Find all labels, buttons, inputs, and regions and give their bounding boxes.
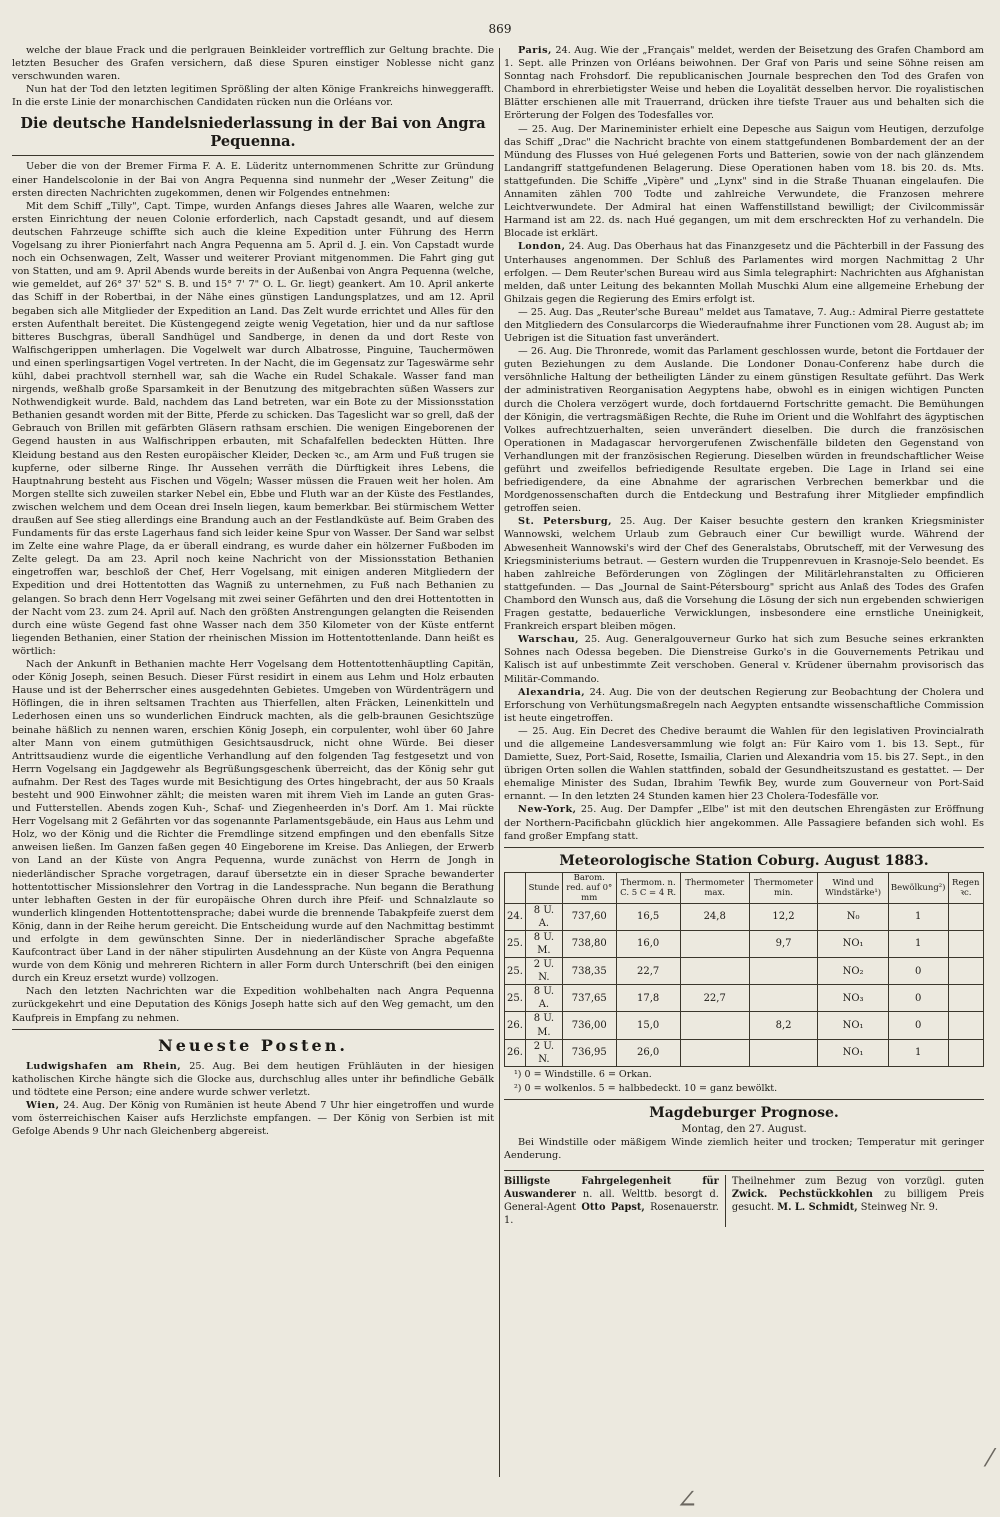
emigrant-ad-heading: Billigste Fahrgelegenheit für Auswanderer [504,1176,719,1201]
news-list-left [12,1060,494,1139]
table-cell: 22,7 [680,985,749,1012]
left-top-paragraphs [12,44,494,109]
weather-table-body [505,903,984,1066]
news-item [504,803,984,842]
table-cell: 8 U. M. [525,930,562,957]
news-city: Paris, [518,45,552,56]
coal-ad-body2: zu billigem Preis gesucht. [731,1189,984,1214]
table-cell: 22,7 [616,958,680,985]
news-text: — 25. Aug. Der Marineminister erhielt eine Depesche aus Saigun vom Heutigen, derzufolge das Schiff „Drac" die Nachricht brachte von einem stattgefundenen Bombardement der an der Mündung des Flusses von Hué gelegenen Forts und Batterien, sowie von der nach glänzendem Landangriff stattgefundenen Belagerung. Diese Operationen haben vom 18. bis 20. ds. Mts. stattgefunden. Die Schiffe „Vipère" und „Lynx" sind in die Straße Thuanan eingelaufen. Die Annamiten zählen 700 Todte und zahlreiche Verwundete, die Franzosen mehrere Leichtverwundete. Der Admiral hat einen Waffenstillstand bewilligt; der Civilcommissär Harmand ist am 22. ds. nach Hué gegangen, um mit dem erschreckten Hof zu verhandeln. Die Blocade ist erklärt. [504,123,984,240]
table-cell [749,1039,818,1066]
table-cell: N₀ [818,903,888,930]
forecast-text: Bei Windstille oder mäßigem Winde ziemlich heiter und trocken; Temperatur mit geringer Aenderung. [504,1136,984,1161]
news-city: Ludwigshafen am Rhein, [26,1060,182,1072]
news-item [504,515,984,633]
table-cell [948,985,984,1012]
table-cell [680,958,749,985]
weather-table-header [505,872,984,903]
table-cell [948,903,984,930]
table-cell [680,1039,749,1066]
table-cell: 2 U. N. [525,1039,562,1066]
table-cell: 8 U. A. [525,985,562,1012]
table-cell: 738,35 [562,958,616,985]
right-column [504,44,984,1477]
weather-column-header: Thermometer min. [749,872,818,903]
table-cell: 26,0 [616,1039,680,1066]
news-item [12,1060,494,1099]
news-item [504,240,984,305]
news-text: 25. Aug. Bei dem heutigen Frühläuten in der hiesigen katholischen Kirche hängte sich die Glocke aus, durchschlug alles unter ihr befindliche Gebälk und tödtete eine Person; eine andere wurde schwer verletzt. [12,1060,494,1098]
weather-column-header: Wind und Windstärke¹) [818,872,888,903]
table-cell: 17,8 [616,985,680,1012]
table-cell: 737,65 [562,985,616,1012]
forecast-date: Montag, den 27. August. [681,1123,807,1135]
emigrant-ad-name: Otto Papst, [581,1202,645,1214]
news-item [504,306,984,345]
met-station-title: Meteorologische Station Coburg. August 1883. [559,852,929,869]
paragraph: welche der blaue Frack und die perlgrauen Beinkleider vortrefflich zur Geltung brachte. Die letzten Besucher des Grafen versichern, daß diese Spuren einstiger Noblesse nicht ganz verschwunden waren. [12,45,494,83]
table-cell: 1 [888,930,948,957]
forecast-title: Magdeburger Prognose. [649,1104,839,1121]
news-text: 24. Aug. Die von der deutschen Regierung zur Beobachtung der Cholera und Erforschung von Verhütungsmaßregeln nach Aegypten entsandte wissenschaftliche Commission ist heute eingetroffen. [504,686,984,724]
news-city: Warschau, [518,634,580,646]
table-cell: 16,5 [616,903,680,930]
coal-ad-product: Zwick. Pechstückkohlen [731,1189,873,1201]
table-cell [948,930,984,957]
weather-column-header: Thermometer max. [680,872,749,903]
weather-table [504,872,984,1067]
table-cell: 26. [505,1012,526,1039]
news-text: 25. Aug. Generalgouverneur Gurko hat sich zum Besuche seines erkrankten Sohnes nach Odessa begeben. Die Dienstreise Gurko's in die Gouvernements Petrikau und Kalisch ist auf unbestimmte Zeit verschoben. General v. Krüdener übernahm provisorisch das Militär-Commando. [504,634,984,685]
coal-ad-name: M. L. Schmidt, [777,1202,858,1214]
weather-column-header: Thermom. n. C. 5 C = 4 R. [616,872,680,903]
news-text: 25. Aug. Der Dampfer „Elbe" ist mit den deutschen Ehrengästen zur Eröffnung der Northern-Pacificbahn glücklich hier angekommen. Alle Passagiere befanden sich wohl. Es fand großer Empfang statt. [504,804,984,842]
table-cell: 737,60 [562,903,616,930]
table-cell [749,985,818,1012]
cloud-footnote: ²) 0 = wolkenlos. 5 = halbbedeckt. 10 = ganz bewölkt. [514,1082,778,1094]
news-text: 24. Aug. Der König von Rumänien ist heute Abend 7 Uhr hier eingetroffen und wurde vom österreichischen Kaiser aufs Herzlichste empfangen. — Der König von Serbien ist mit Gefolge Abends 9 Uhr nach Gleichenberg abgereist. [12,1099,494,1138]
news-item [504,345,984,515]
table-cell: 9,7 [749,930,818,957]
coal-ad-body1: Theilnehmer zum Bezug von vorzügl. guten [731,1176,984,1188]
table-row [505,930,984,957]
table-cell: 25. [505,958,526,985]
left-column [12,44,494,1477]
table-cell: 24. [505,903,526,930]
handwritten-mark: ⁄ [987,1444,992,1472]
table-cell: 1 [888,903,948,930]
news-text: — 25. Aug. Ein Decret des Chedive beraumt die Wahlen für den legislativen Provincialrath und die allgemeine Landesversammlung wie folgt an: Für Kairo vom 1. bis 13. Sept., für Damiette, Suez, Port-Said, Rosette, Ismailia, Clarien und Alexandria vom 15. bis 27. Sept., in den übrigen Orten sollen die Wahlen stattfinden, sobald der Gesundheitszustand es gestattet. — Der ehemalige Minister des Sudan, Ibrahim Tewfik Bey, wurde zum Gouverneur von Port-Said ernannt. — In den letzten 24 Stunden kamen hier 23 Cholera-Todesfälle vor. [504,725,984,803]
table-row [505,1012,984,1039]
table-cell: 736,00 [562,1012,616,1039]
table-cell: 25. [505,930,526,957]
emigrant-ad-body: n. all. Welttb. besorgt d. General-Agent [504,1189,719,1214]
news-item [504,44,984,123]
column-divider [499,48,500,1477]
table-cell: 1 [888,1039,948,1066]
table-cell: 26. [505,1039,526,1066]
table-cell: NO₂ [818,958,888,985]
news-text: — 25. Aug. Das „Reuter'sche Bureau" meldet aus Tamatave, 7. Aug.: Admiral Pierre gestattete den Mitgliedern des Consularcorps die Wiederaufnahme ihrer Functionen vom 28. August ab; im Uebrigen ist die Situation fast unverändert. [504,306,984,345]
coal-ad-address: Steinweg Nr. 9. [857,1202,938,1214]
weather-column-header: Barom. red. auf 0° mm [562,872,616,903]
table-cell: 15,0 [616,1012,680,1039]
weather-column-header: Stunde [525,872,562,903]
news-item [504,725,984,804]
news-city: Alexandria, [518,686,586,698]
wind-footnote: ¹) 0 = Windstille. 6 = Orkan. [514,1068,652,1080]
table-cell: 2 U. N. [525,958,562,985]
news-item [504,123,984,241]
news-city: New-York, [518,804,577,816]
news-item [12,1099,494,1138]
table-cell: 16,0 [616,930,680,957]
table-row [505,1039,984,1066]
table-cell: 8 U. M. [525,1012,562,1039]
news-text: — 26. Aug. Die Thronrede, womit das Parlament geschlossen wurde, betont die Fortdauer der guten Beziehungen zu dem Auslande. Die Londoner Donau-Conferenz habe durch die versöhnliche Haltung der betheiligten Länder zu einem günstigen Resultate geführt. Das Werk der administrativen Reorganisation Aegyptens habe, obwohl es in einigen wichtigen Puncten durch die Cholera verzögert wurde, doch fortdauernd Fortschritte gemacht. Die Bemühungen der Königin, die vertragsmäßigen Rechte, die Ruhe im Orient und die Wohlfahrt des ägyptischen Volkes aufrechtzuerhalten, seien unverändert dieselben. Die durch die französischen Operationen in Madagascar hervorgerufenen Zwischenfälle bildeten den Gegenstand von Verhandlungen mit der französischen Regierung. Dieselben würden in freundschaftlicher Weise geführt und zweifellos befriedigende Resultate ergeben. Die Lage in Irland sei eine befriedigendere, da eine Abnahme der agrarischen Verbrechen bemerkbar und die Mordgenossenschaften durch die Entdeckung und Bestrafung ihrer Mitglieder empfindlich getroffen seien. [504,346,984,515]
news-text: 24. Aug. Das Oberhaus hat das Finanzgesetz und die Pächterbill in der Fassung des Unterhauses angenommen. Der Schluß des Parlamentes wird morgen Nachmittag 2 Uhr erfolgen. — Dem Reuter'schen Bureau wird aus Simla telegraphirt: Nachrichten aus Afghanistan melden, daß unter Leitung des bekannten Mollah Muschki Alum eine allgemeine Erhebung der Ghilzais gegen die Regierung des Emirs erfolgt ist. [504,241,984,305]
news-section-title: Neueste Posten. [158,1035,348,1055]
table-cell: NO₁ [818,1012,888,1039]
article-title: Die deutsche Handelsniederlassung in der Bai von Angra Pequenna. [20,115,486,151]
table-cell: 24,8 [680,903,749,930]
table-cell: 25. [505,985,526,1012]
article-body [12,160,494,1024]
weather-column-header: Regen ꝛc. [948,872,984,903]
news-item [504,633,984,685]
table-cell: 738,80 [562,930,616,957]
table-cell: 0 [888,1012,948,1039]
table-row [505,958,984,985]
table-cell: 8 U. A. [525,903,562,930]
table-cell [749,958,818,985]
table-cell [948,1039,984,1066]
weather-column-header: Bewölkung²) [888,872,948,903]
table-cell: NO₁ [818,930,888,957]
table-cell: 12,2 [749,903,818,930]
news-text: 24. Aug. Wie der „Français" meldet, werden der Beisetzung des Grafen Chambord am 1. Sept. alle Prinzen von Orléans beiwohnen. Der Graf von Paris und seine Söhne reisen am Sonntag nach Frohsdorf. Die republicanischen Journale besprechen den Tod des Grafen von Chambord in ehrerbietigster Weise und heben die Loyalität desselben hervor. Die royalistischen Blätter erschienen alle mit Trauerrand, drücken ihre tiefste Trauer aus und behalten sich die Erörterung der Folgen des Todesfalles vor. [504,45,984,122]
news-text: 25. Aug. Der Kaiser besuchte gestern den kranken Kriegsminister Wannowski, welchem Urlaub zum Gebrauch einer Cur bewilligt wurde. Während der Abwesenheit Wannowski's wird der Chef des Generalstabs, Obrutscheff, mit der Verwesung des Kriegsministeriums betraut. — Gestern wurden die Truppenrevuen in Krasnoje-Selo beendet. Es haben zahlreiche Beförderungen von Zöglingen der Militärlehranstalten zu Officieren stattgefunden. — Das „Journal de Saint-Pétersbourg" spricht aus Anlaß des Todes des Grafen Chambord den Wunsch aus, daß die Vorsehung die Lösung der sich nun ergebenden schwierigen Fragen gestatte, bedauerliche Verwicklungen, insbesondere eine ernstliche Uneinigkeit, Frankreich erspart bleiben mögen. [504,516,984,633]
advertisements [504,1170,984,1227]
news-city: St. Petersburg, [518,516,613,528]
divider [12,1029,494,1030]
table-cell: NO₃ [818,985,888,1012]
paragraph: Nach der Ankunft in Bethanien machte Herr Vogelsang dem Hottentottenhäuptling Capitän, oder König Joseph, seinen Besuch. Dieser Fürst residirt in einem aus Lehm und Holz erbauten Hause und ist der Beherrscher eines ausgedehnten Gebietes. Umgeben von Würdenträgern und Höflingen, die in ihren seltsamen Trachten aus Thierfellen, alten Fräcken, Leinenkitteln und Lederhosen einen uns so wunderlichen Eindruck machten, als die gelb-braunen Gesichtszüge beinahe häßlich zu nennen waren, erschien König Joseph, ein corpulenter, wohl über 60 Jahre alter Mann von einem gutmüthigen Gesichtsausdruck, nicht ohne Würde. Bei dieser Antrittsaudienz wurde die eigentliche Verhandlung auf den folgenden Tag festgesetzt und von Herrn Vogelsang ein Jagdgewehr als Begrüßungsgeschenk überreicht, das der König sehr gut aufnahm. Der Rest des Tages wurde mit Besichtigung des Ortes hingebracht, der aus 50 Kraals besteht und 900 Einwohner zählt; die meisten waren mit ihrem Vieh im Lande an guten Gras- und Futterstellen. Abends zogen Kuh-, Schaf- und Ziegenheerden in's Dorf. Am 1. Mai rückte Herr Vogelsang mit 2 Gefährten vor das sogenannte Parlamentsgebäude, ein Haus aus Lehm und Holz, wo der König und die Richter die Fremdlinge sitzend empfingen und den ebenfalls Sitze anweisen ließen. Im Ganzen faßen gegen 40 Eingeborene im Kreise. Das Anliegen, der Erwerb von Land an der Küste von Angra Pequenna, wurde zunächst von Herrn de Jongh in niederländischer Sprache vorgetragen, darauf übersetzte ein in dieser Sprache bewanderter hottentottischer Missionslehrer den Vortrag in die Landessprache. Nun begann die Berathung unter lebhaften Gesten in der für europäische Ohren durch ihre Pfeif- und Schnalzlaute so wunderlich klingenden Hottentottensprache; dabei wurde die brennende Tabakpfeife zuerst dem König, dann in der Reihe herum gereicht. Die Entscheidung wurde auf den Nachmittag bestimmt und erfolgte in dem gewünschten Sinne. Der in niederländischer Sprache abgefaßte Kaufcontract über Land in der näher stipulirten Ausdehnung an der Küste von Angra Pequenna wurde von dem König und mehreren Richtern in aller Form durch Unterschrift (bei den einigen durch ein Kreuz ersetzt wurde) vollzogen. [12,659,494,985]
emigrant-ad [504,1175,726,1227]
table-cell: 8,2 [749,1012,818,1039]
table-cell [680,930,749,957]
paragraph: Nun hat der Tod den letzten legitimen Sprößling der alten Könige Frankreichs hinweggerafft. In die erste Linie der monarchischen Candidaten rücken nun die Orléans vor. [12,84,494,109]
page-number: 869 [488,22,512,36]
divider [504,1099,984,1100]
paragraph: Ueber die von der Bremer Firma F. A. E. Lüderitz unternommenen Schritte zur Gründung einer Handelscolonie in der Bai von Angra Pequenna sind nunmehr der „Weser Zeitung" die ersten directen Nachrichten zugekommen, denen wir Folgendes entnehmen: [12,161,494,199]
table-cell: 736,95 [562,1039,616,1066]
emigrant-ad-address: Rosenauerstr. 1. [504,1202,719,1227]
table-cell: NO₁ [818,1039,888,1066]
table-cell: 0 [888,958,948,985]
news-list-right [504,44,984,843]
news-city: Wien, [26,1099,60,1111]
coal-ad [726,1175,984,1227]
divider [504,847,984,848]
news-city: London, [518,241,566,253]
paragraph: Nach den letzten Nachrichten war die Expedition wohlbehalten nach Angra Pequenna zurückgekehrt und eine Deputation des Königs Joseph hatte sich auf den Weg gemacht, um den Kaufpreis in Empfang zu nehmen. [12,986,494,1024]
weather-column-header [505,872,526,903]
handwritten-mark: ∠ [676,1485,698,1515]
divider [12,155,494,156]
paragraph: Mit dem Schiff „Tilly", Capt. Timpe, wurden Anfangs dieses Jahres alle Waaren, welche zur ersten Einrichtung der neuen Colonie erforderlich, nach Capstadt gesandt, und auf diesem deutschen Fahrzeuge schiffte sich auch die kleine Expedition unter Führung des Herrn Vogelsang zu ihrer Pionierfahrt nach Angra Pequenna am 5. April d. J. ein. Von Capstadt wurde noch ein Ochsenwagen, Zelt, Wasser und weiterer Proviant mitgenommen. Die Fahrt ging gut von Statten, und am 9. April Abends wurde bereits in der Außenbai von Angra Pequenna (welche, wie gemeldet, auf 26° 37' 52" S. B. und 15° 7' 7" O. L. Gr. liegt) geankert. Am 10. April ankerte das Schiff in der Robertbai, in der Nähe eines günstigen Landungsplatzes, und am 12. April begaben sich alle Mitglieder der Expedition an Land. Das Zelt wurde errichtet und Alles für den ersten Aufenthalt bereitet. Die Küstengegend zeigte wenig Vegetation, hier und da nur saftlose bitteres Buschgras, überall Sandhügel und Sandberge, in denen da und dort Reste von Walfischgerippen umherlagen. Die Vogelwelt war durch Albatrosse, Pinguine, Tauchermöwen und einen sperlingsartigen Vogel vertreten. In der Nacht, die im Gegensatz zur Tageswärme sehr kühl, dabei prachtvoll sternhell war, sah die Wache ein Rudel Schakale. Wasser fand man nirgends, weßhalb große Sparsamkeit in der Benutzung des mitgebrachten süßen Wassers zur Nothwendigkeit wurde. Bald, nachdem das Land betreten, war ein Bote zu der Missionsstation Bethanien gesandt worden mit der Bitte, Pferde zu schicken. Das Tageslicht war so grell, daß der Gebrauch von Brillen mit gefärbten Gläsern rathsam erschien. Die wenigen Eingeborenen der Gegend hausten in aus Walfischrippen erbauten, mit Schafalfellen bedeckten Hütten. Ihre Kleidung bestand aus den Resten europäischer Kleider, Decken ꝛc., am Arm und Fuß trugen sie kupferne, oder silberne Ringe. Ihr Aussehen verräth die Dürftigkeit ihres Lebens, die Hauptnahrung besteht aus Fischen und Vögeln; Wasser müssen die Frauen weit her holen. Am Morgen stellte sich zuweilen starker Nebel ein, Ebbe und Fluth war an der Küste des Festlandes, zwischen welchem und dem Ocean drei Inseln liegen, kaum bemerkbar. Bei stürmischem Wetter draußen auf See stieg allerdings eine Brandung auch an der Festlandküste auf. Beim Graben des Fundaments für das erste Lagerhaus fand sich leider keine Spur von Wasser. Der Sand war selbst im Zelte eine wahre Plage, da er überall eindrang, es wurde daher ein hölzerner Fußboden im Zelte gelegt. Da am 23. April noch keine Nachricht von der Missionsstation Bethanien eingetroffen war, beschloß der Chef, Herr Vogelsang, mit einigen anderen Mitgliedern der Expedition und drei Hottentotten das Wagniß zu unternehmen, zu Fuß nach Bethanien zu gelangen. So brach denn Herr Vogelsang mit zwei seiner Gefährten und den drei Hottentotten in der Nacht vom 23. zum 24. April auf. Nach den größten Anstrengungen gelangten die Reisenden durch eine wüste Gegend fast ohne Wasser nach dem 350 Kilometer von der Küste entfernt liegenden Bethanien, einer Station der rheinischen Mission im Hottentottenlande. Dann heißt es wörtlich: [12,200,494,657]
news-item [504,686,984,725]
table-cell: 0 [888,985,948,1012]
table-row [505,985,984,1012]
table-row [505,903,984,930]
table-cell [948,958,984,985]
table-cell [948,1012,984,1039]
table-cell [680,1012,749,1039]
